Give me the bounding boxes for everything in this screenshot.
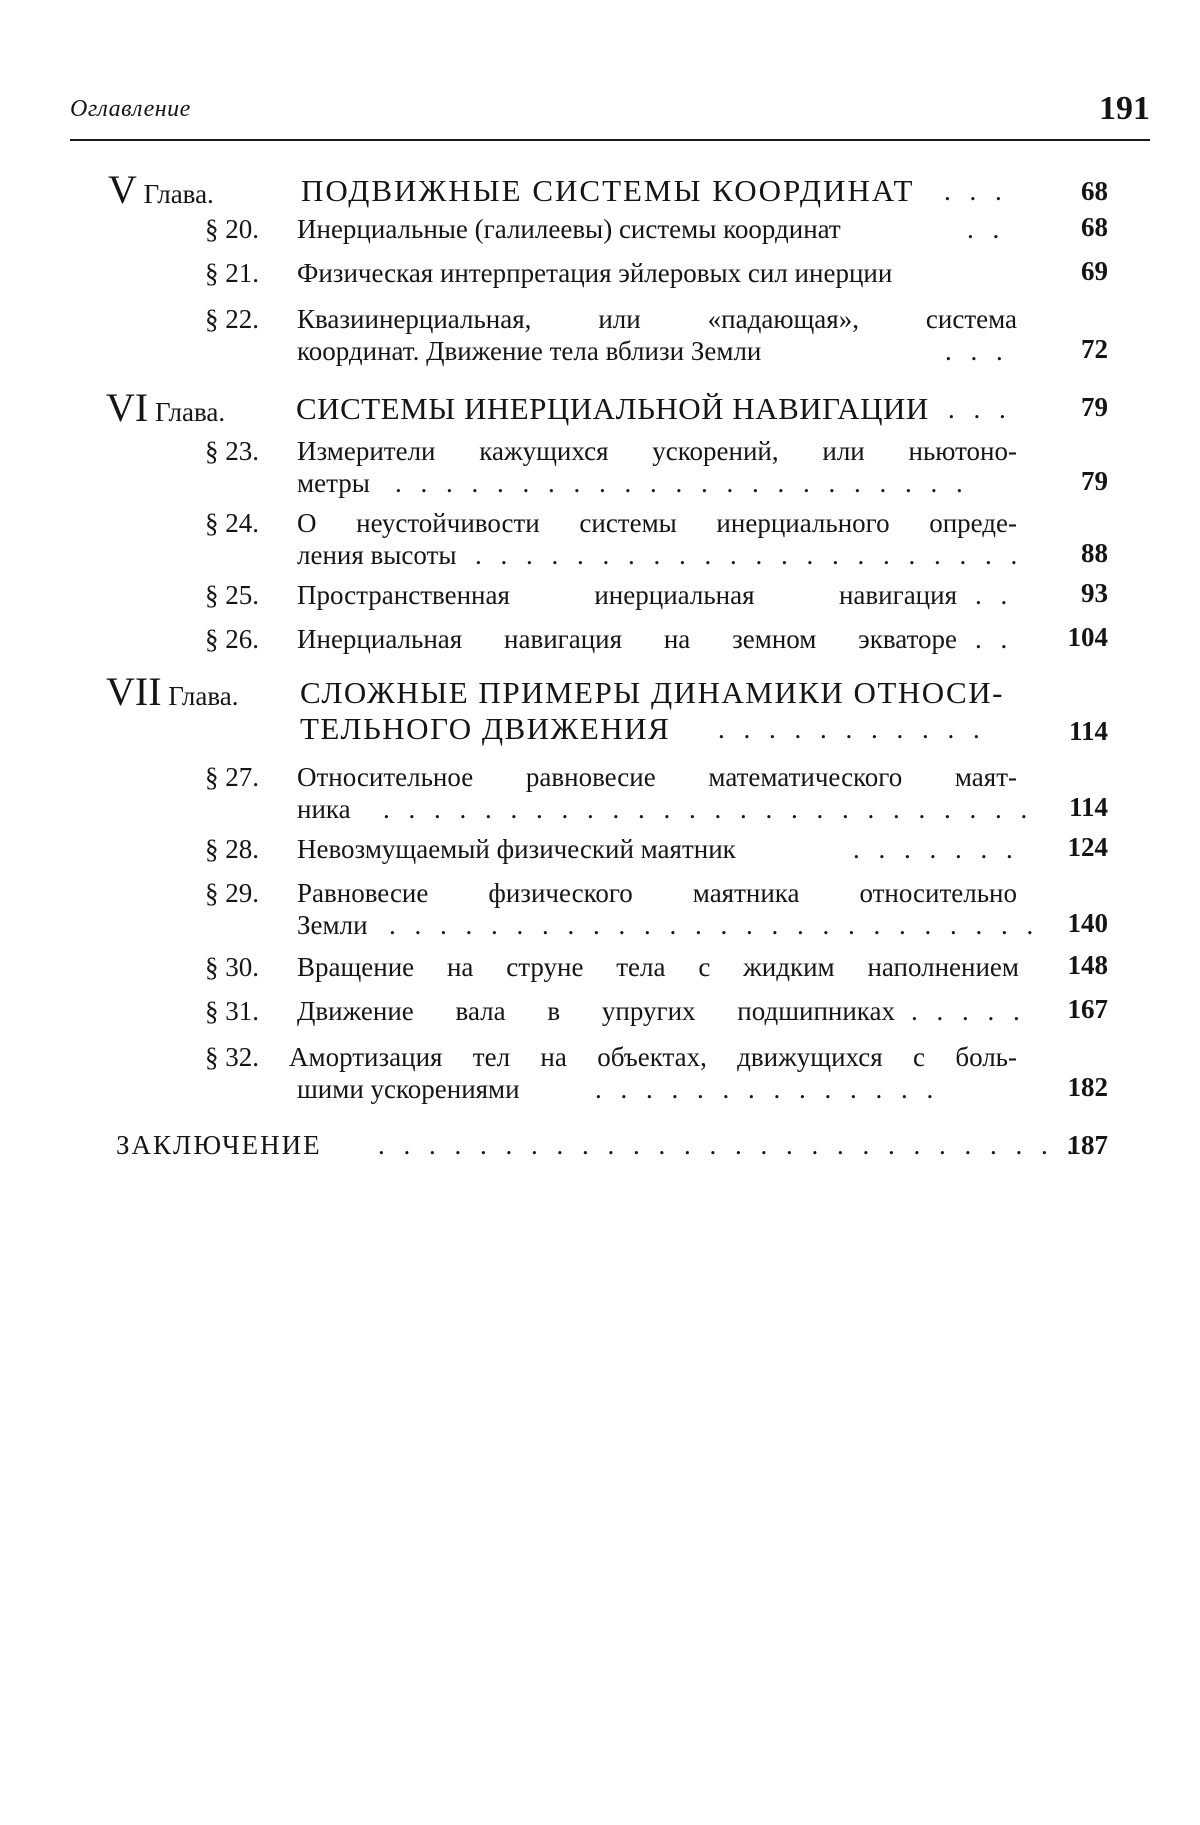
dot-leader: . . — [975, 580, 1014, 610]
toc-section — [205, 1040, 1025, 1112]
section-title-line: шими ускорениями — [297, 1074, 520, 1104]
section-mark: § 25. — [205, 580, 259, 610]
chapter-word: Глава. — [143, 179, 214, 209]
section-mark: § 30. — [205, 952, 259, 982]
conclusion-title: ЗАКЛЮЧЕНИЕ — [116, 1130, 322, 1160]
chapter-heading — [106, 669, 1026, 752]
toc-section — [205, 876, 1040, 948]
toc-section — [205, 994, 1025, 1028]
chapter-word: Глава. — [168, 681, 239, 711]
section-title-line: ника — [297, 794, 351, 824]
dot-leader: . . . . . . . . . . . . . . . . . . . . . . . . . . — [389, 910, 1040, 940]
section-title: Пространственная инерциальная навигация — [297, 580, 957, 610]
section-page: 68 — [1081, 212, 1108, 242]
section-page: 167 — [1067, 994, 1108, 1024]
toc-section — [205, 760, 1034, 832]
dot-leader: . . . — [945, 336, 1009, 366]
chapter-heading — [108, 167, 1028, 214]
section-page: 148 — [1067, 950, 1108, 980]
section-page: 140 — [1067, 908, 1108, 938]
section-mark: § 29. — [205, 878, 259, 908]
chapter-page: 79 — [1081, 392, 1108, 422]
dot-leader: . . . . . — [911, 996, 1026, 1026]
conclusion-entry — [116, 1128, 1080, 1164]
section-title-line: Земли — [297, 910, 368, 940]
dot-leader: . . . . . . . . . . . . . . . . . . . . . . — [475, 540, 1024, 570]
section-mark: § 23. — [205, 436, 259, 466]
dot-leader: . . . . . . . — [853, 834, 1019, 864]
section-mark: § 20. — [205, 214, 259, 244]
section-title: Движение вала в упругих подшипниках — [297, 996, 895, 1026]
toc-section — [205, 212, 1025, 246]
section-page: 182 — [1067, 1072, 1108, 1102]
toc-section — [205, 832, 1025, 866]
dot-leader: . . . . . . . . . . . . . . . . . . . . . . . . . . . . — [378, 1130, 1080, 1160]
toc-section — [205, 622, 1025, 656]
section-title-line: Равновесие физического маятника относительно — [297, 878, 1017, 908]
chapter-title: СИСТЕМЫ ИНЕРЦИАЛЬНОЙ НАВИГАЦИИ — [296, 391, 929, 426]
dot-leader: . . . . . . . . . . . . . . . . . . . . . . . . . . — [383, 794, 1034, 824]
dot-leader: . . — [975, 624, 1014, 654]
chapter-heading — [106, 385, 1026, 432]
section-title-line: ления высоты — [297, 540, 457, 570]
dot-leader: . . . — [948, 394, 1012, 424]
section-page: 69 — [1081, 256, 1108, 286]
chapter-word: Глава. — [154, 397, 226, 427]
section-title-line: Относительное равновесие математического маят- — [297, 762, 1017, 792]
section-page: 88 — [1081, 538, 1108, 568]
section-title-line: координат. Движение тела вблизи Земли — [297, 336, 762, 366]
chapter-title: ПОДВИЖНЫЕ СИСТЕМЫ КООРДИНАТ — [301, 173, 915, 208]
section-title-line: Амортизация тел на объектах, движущихся с боль- — [289, 1042, 1017, 1072]
toc-section — [205, 506, 1025, 578]
toc-section — [205, 950, 1025, 984]
toc-section — [205, 578, 1025, 612]
section-mark: § 31. — [205, 996, 259, 1026]
dot-leader: . . . . . . . . . . . . . . — [595, 1074, 940, 1104]
chapter-page: 114 — [1068, 716, 1108, 746]
section-page: 114 — [1068, 792, 1108, 822]
chapter-number: V — [108, 167, 137, 212]
dot-leader: . . . . . . . . . . . — [718, 714, 986, 744]
section-page: 124 — [1067, 832, 1108, 862]
section-title: Инерциальная навигация на земном экваторе — [297, 624, 957, 654]
section-mark: § 24. — [205, 508, 259, 538]
section-mark: § 28. — [205, 834, 259, 864]
section-page: 93 — [1081, 578, 1108, 608]
toc-section — [205, 256, 1025, 290]
section-title-line: О неустойчивости системы инерциального опреде- — [297, 508, 1017, 538]
section-title: Физическая интерпретация эйлеровых сил инерции — [297, 258, 893, 288]
dot-leader: . . — [967, 214, 1006, 244]
section-title-line: Квазиинерциальная, или «падающая», система — [297, 304, 1017, 334]
toc-section — [205, 302, 1025, 374]
section-mark: § 27. — [205, 762, 259, 792]
section-title: Невозмущаемый физический маятник — [297, 834, 736, 864]
section-title-line: метры — [297, 468, 370, 498]
chapter-number: VI — [106, 385, 149, 430]
conclusion-page: 187 — [1067, 1130, 1108, 1160]
section-title-line: Измерители кажущихся ускорений, или ньютоно- — [297, 436, 1017, 466]
chapter-title-line: ТЕЛЬНОГО ДВИЖЕНИЯ — [300, 711, 671, 746]
section-page: 72 — [1081, 334, 1108, 364]
section-page: 104 — [1067, 622, 1108, 652]
section-mark: § 32. — [205, 1042, 259, 1072]
chapter-number: VII — [106, 669, 162, 714]
chapter-title-line: СЛОЖНЫЕ ПРИМЕРЫ ДИНАМИКИ ОТНОСИ- — [300, 675, 1004, 710]
dot-leader: . . . . . . . . . . . . . . . . . . . . . . . — [395, 468, 969, 498]
section-mark: § 22. — [205, 304, 259, 334]
section-mark: § 26. — [205, 624, 259, 654]
chapter-page: 68 — [1081, 176, 1108, 206]
dot-leader: . . . — [944, 176, 1008, 206]
section-mark: § 21. — [205, 258, 259, 288]
section-title: Вращение на струне тела с жидким наполнением — [297, 952, 1019, 982]
toc-section — [205, 434, 1025, 506]
running-title: Оглавление — [70, 96, 191, 122]
section-page: 79 — [1081, 466, 1108, 496]
page-number: 191 — [1099, 90, 1150, 127]
section-title: Инерциальные (галилеевы) системы координат — [297, 214, 841, 244]
